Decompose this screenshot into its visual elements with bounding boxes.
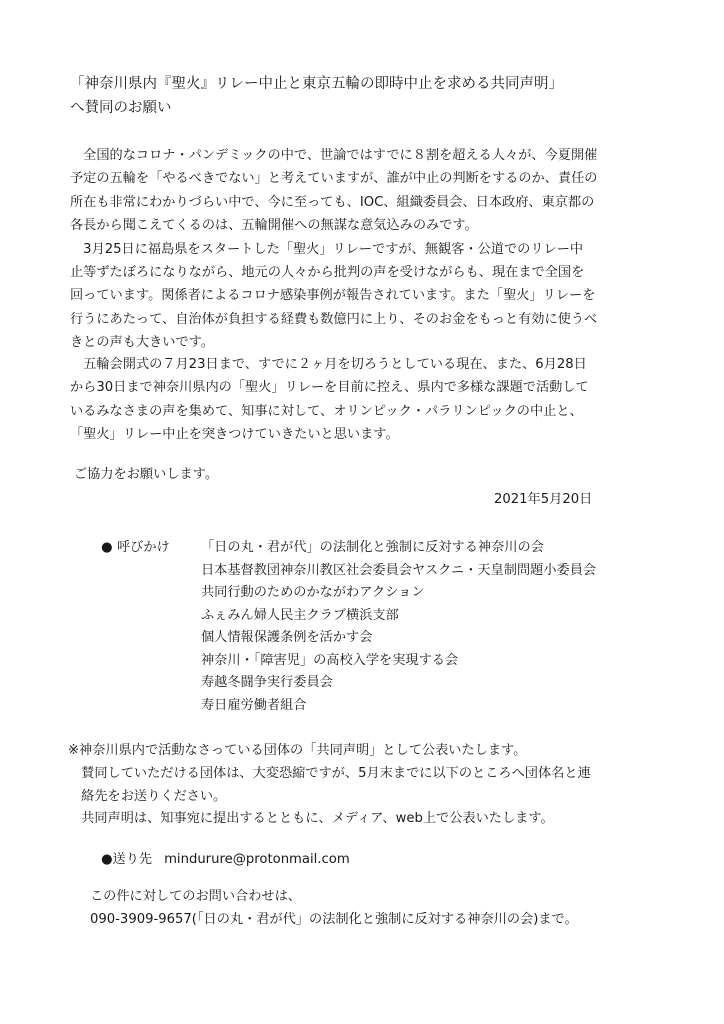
text-line: この件に対してのお問い合わせは、 <box>90 889 301 904</box>
text-line: 「聖火」リレー中止を突きつけていきたいと思います。 <box>70 427 399 443</box>
send-to <box>101 849 350 871</box>
bullet-icon: ● <box>101 540 113 555</box>
text-line: きとの声も大きいです。 <box>70 335 215 351</box>
title-line: へ賛同のお願い <box>70 100 172 116</box>
text-line: 各長から聞こえてくるのは、五輪開催への無謀な意気込みのみです。 <box>70 218 478 234</box>
email-address[interactable]: mindurure@protonmail.com <box>164 852 350 867</box>
document-title <box>70 72 690 120</box>
text-line: 共同声明は、知事宛に提出するとともに、メディア、web上で公表いたします。 <box>68 811 554 827</box>
paragraph-request <box>70 353 670 447</box>
text-line: 五輪会開式の７月23日まで、すでに２ヶ月を切ろうとしている現在、また、6月28日 <box>70 357 587 372</box>
caller-org: 共同行動のためのかながわアクション <box>201 585 425 600</box>
callers-label: 呼びかけ <box>117 540 170 555</box>
caller-org: ふぇみん婦人民主クラブ横浜支部 <box>201 607 399 623</box>
contact-phone-line: 090-3909-9657(「日の丸・君が代」の法制化と強制に反対する神奈川の会)まで。 <box>90 912 578 928</box>
caller-org: 寿越冬闘争実行委員会 <box>201 675 333 690</box>
caller-org: 神奈川・「障害児」の高校入学を実現する会 <box>201 652 459 668</box>
notice-block <box>68 740 591 831</box>
paragraph-background <box>70 144 670 355</box>
caller-org: 日本基督教団神奈川教区社会委員会ヤスクニ・天皇制問題小委員会 <box>201 562 597 578</box>
caller-org: 「日の丸・君が代」の法制化と強制に反対する神奈川の会 <box>201 540 544 555</box>
title-line: 「神奈川県内『聖火』リレー中止と東京五輪の即時中止を求める共同声明」 <box>70 76 563 92</box>
text-line: 止等ずたぼろになりながら、地元の人々から批判の声を受けながらも、現在まで全国を <box>70 265 585 281</box>
text-line: から30日まで神奈川県内の「聖火」リレーを目前に控え、県内で多様な課題で活動して <box>70 380 589 396</box>
caller-org: 個人情報保護条例を活かす会 <box>201 630 373 645</box>
send-to-label: 送り先 <box>112 852 153 867</box>
text-line: 回っています。関係者によるコロナ感染事例が報告されています。また「聖火」リレーを <box>70 288 596 304</box>
text-line: 賛同していただける団体は、大変恐縮ですが、5月末までに以下のところへ団体名と連 <box>68 765 591 781</box>
document-date: 2021年5月20日 <box>494 492 593 507</box>
text-line: 3月25日に福島県をスタートした「聖火」リレーですが、無観客・公道でのリレー中 <box>70 241 584 257</box>
text-line: 行うにあたって、自治体が負担する経費も数億円に上り、そのお金をもっと有効に使うべ <box>70 311 598 327</box>
bullet-icon: ● <box>101 852 113 867</box>
contact-block <box>90 885 578 932</box>
text-line: 絡先をお送りください。 <box>68 788 227 804</box>
text-line: 全国的なコロナ・パンデミックの中で、世論ではすでに８割を超える人々が、今夏開催 <box>70 148 598 163</box>
text-line: いるみなさまの声を集めて、知事に対して、オリンピック・パラリンピックの中止と、 <box>70 403 583 419</box>
caller-org: 寿日雇労働者組合 <box>201 697 307 713</box>
text-line: ※神奈川県内で活動なさっている団体の「共同声明」として公表いたします。 <box>68 743 527 758</box>
text-line: 所在も非常にわかりづらい中で、今に至っても、IOC、組織委員会、日本政府、東京都の <box>70 194 595 210</box>
text-line: 予定の五輪を「やるべきでない」と考えていますが、誰が中止の判断をするのか、責任の <box>70 171 598 187</box>
cooperation-request: ご協力をお願いします。 <box>74 467 219 482</box>
